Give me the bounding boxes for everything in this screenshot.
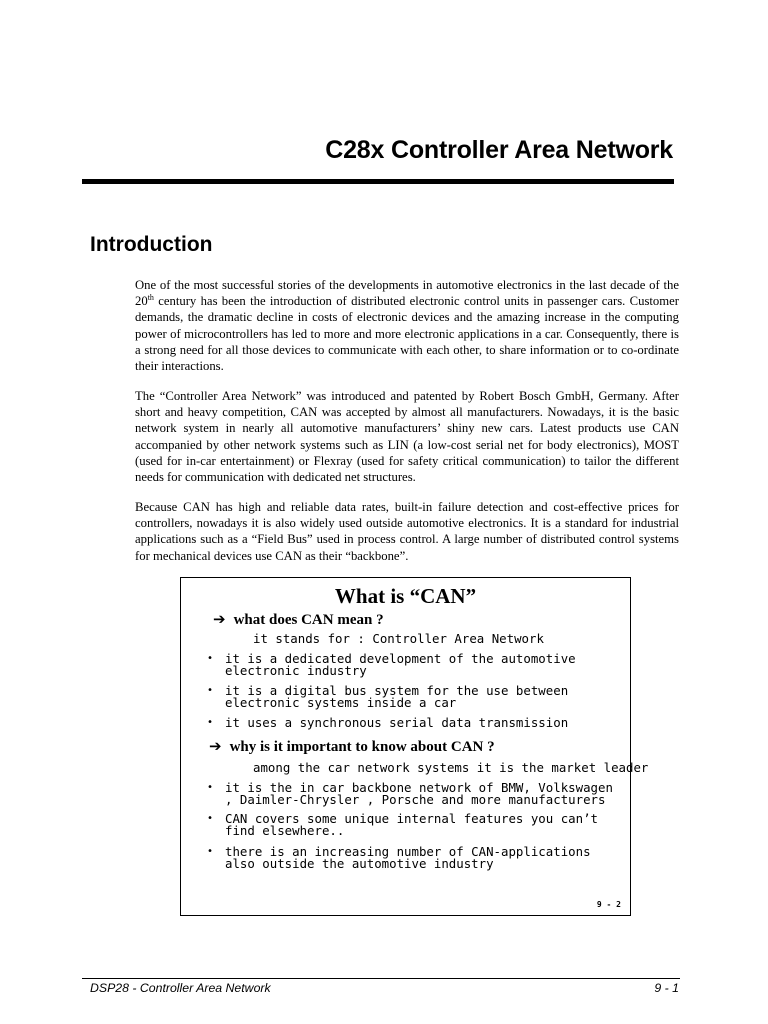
question-2-text: why is it important to know about CAN ? — [229, 739, 495, 755]
bullet-icon: • — [207, 782, 214, 793]
paragraph-2: The “Controller Area Network” was introduced and patented by Robert Bosch GmbH, Germany. After short and heavy competition, CAN was accepted by almost all manufacturers. Nowadays, it is the basic network system in nearly all automotive manufacturers’ shiny new cars. Latest products use CAN accompanied by other network systems such as LIN (a low-cost serial net for body electronics), MOST (used for in-car entertainment) or Flexray (used for safety critical communication) to tailor the different needs for communication with dedicated net structures. — [135, 389, 679, 485]
slide-figure — [180, 577, 649, 916]
slide-number: 9 - 2 — [596, 900, 621, 909]
bullet-text: CAN covers some unique internal features you can’t find elsewhere.. — [225, 811, 598, 838]
slide-title: What is “CAN” — [334, 584, 477, 608]
footer-rule — [82, 978, 680, 979]
answer-1: it stands for : Controller Area Network — [253, 631, 544, 646]
question-1 — [213, 610, 384, 629]
section-heading: Introduction — [90, 233, 213, 256]
bullet-icon: • — [207, 685, 214, 696]
bullet-item — [207, 715, 615, 730]
paragraph-1-start: One of the most successful stories of the developments in automotive electronics in the last decade of the 20 — [135, 278, 679, 309]
bullet-text: it uses a synchronous serial data transmission — [225, 715, 569, 730]
bullet-text: it is the in car backbone network of BMW, Volkswagen , Daimler-Chrysler , Porsche and more manufacturers — [225, 780, 613, 807]
ordinal-superscript: th — [147, 293, 154, 303]
bullet-item — [207, 811, 615, 838]
question-1-text: what does CAN mean ? — [233, 612, 384, 628]
bullet-icon: • — [207, 846, 214, 857]
paragraph-1 — [135, 277, 679, 374]
question-2 — [209, 737, 495, 756]
bullet-item — [207, 780, 615, 807]
bullet-text: there is an increasing number of CAN-applications also outside the automotive industry — [225, 844, 591, 871]
document-title: C28x Controller Area Network — [325, 136, 673, 164]
bullet-text: it is a digital bus system for the use between electronic systems inside a car — [225, 683, 569, 710]
bullet-icon: • — [207, 653, 214, 664]
bullet-item — [207, 844, 615, 871]
paragraph-1-end: century has been the introduction of distributed electronic control units in passenger cars. Customer demands, the dramatic decline in costs of electronic devices and the amazing increase in the computing power of microcontrollers has led to more and more electronic applications in a car. Consequently, there is a strong need for all those devices to communicate with each other, to share information or to co-ordinate their interactions. — [135, 294, 679, 374]
title-rule — [82, 179, 674, 184]
bullet-item — [207, 683, 615, 710]
page-number: 9 - 1 — [654, 981, 679, 995]
answer-2: among the car network systems it is the market leader — [253, 760, 649, 775]
footer-title: DSP28 - Controller Area Network — [90, 981, 271, 995]
bullet-icon: • — [207, 813, 214, 824]
paragraph-3: Because CAN has high and reliable data rates, built-in failure detection and cost-effective prices for controllers, nowadays it is also widely used outside automotive electronics. It is a standard for industrial applications such as a “Field Bus” used in process control. A large number of distributed control systems for mechanical devices use CAN as their “backbone”. — [135, 500, 679, 563]
bullet-item — [207, 651, 615, 678]
bullet-icon: • — [207, 717, 214, 728]
arrow-right-icon: ➔ — [209, 737, 222, 755]
arrow-right-icon: ➔ — [213, 610, 226, 628]
bullet-text: it is a dedicated development of the automotive electronic industry — [225, 651, 576, 678]
